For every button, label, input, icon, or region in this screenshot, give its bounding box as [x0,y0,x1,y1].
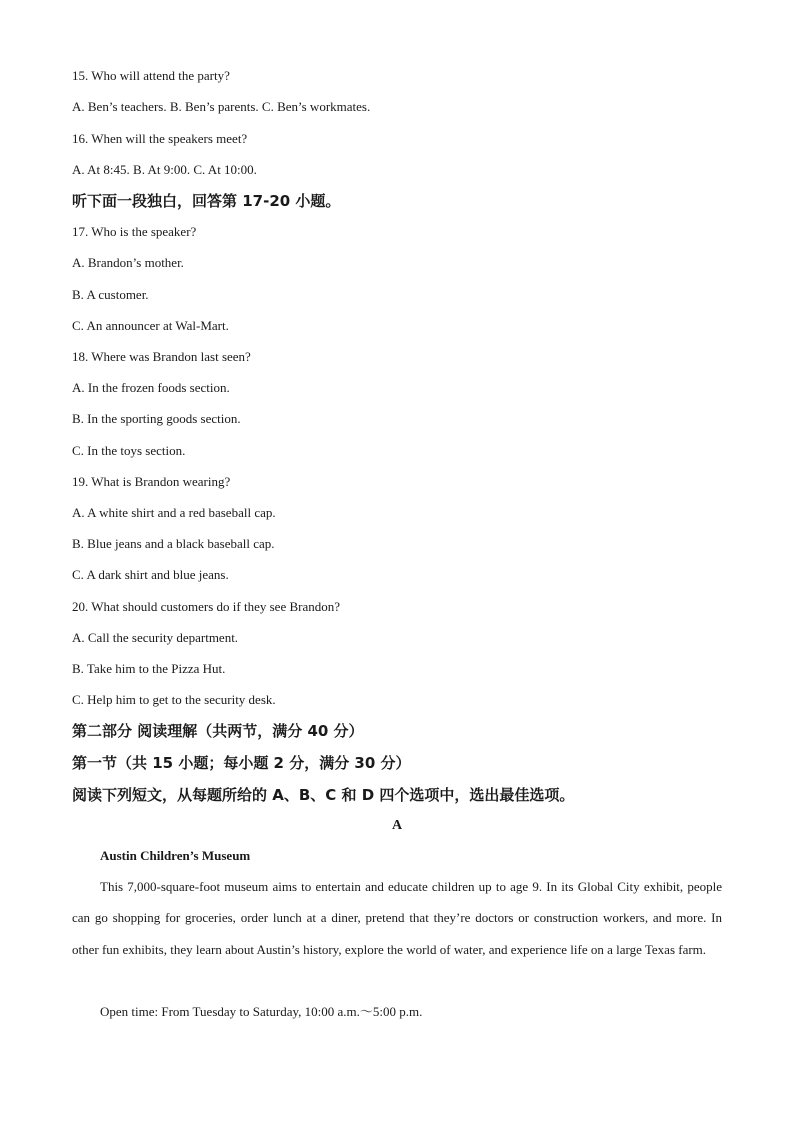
open-time: Open time: From Tuesday to Saturday, 10:00 a.m.～5:00 p.m. [100,1004,423,1019]
question-20-option-c: C. Help him to get to the security desk. [72,692,276,707]
question-15-stem: 15. Who will attend the party? [72,68,230,83]
passage-label: A [391,818,403,833]
question-15-options: A. Ben’s teachers. B. Ben’s parents. C. Ben’s workmates. [72,99,371,114]
question-17-option-a: A. Brandon’s mother. [72,255,184,270]
question-19-option-a: A. A white shirt and a red baseball cap. [72,505,276,520]
question-17-option-b: B. A customer. [72,287,149,302]
part-2-title: 第二部分 阅读理解（共两节，满分 40 分） [72,722,364,740]
question-19-option-b: B. Blue jeans and a black baseball cap. [72,536,275,551]
question-19-option-c: C. A dark shirt and blue jeans. [72,567,229,582]
question-18-option-c: C. In the toys section. [72,443,186,458]
section-instruction: 听下面一段独白，回答第 17-20 小题。 [72,192,341,210]
question-20-stem: 20. What should customers do if they see Brandon? [72,599,341,614]
passage-title: Austin Children’s Museum [100,848,251,863]
question-18-option-a: A. In the frozen foods section. [72,380,230,395]
question-17-stem: 17. Who is the speaker? [72,224,197,239]
passage-body: This 7,000-square-foot museum aims to entertain and educate children up to age 9. In its Global City exhibit, people can go shopping for groceries, order lunch at a diner, pretend that they’re doctors or construction workers, and more. In other fun exhibits, they learn about Austin’s history, explore the world of water, and experience life on a large Texas farm. [72,879,722,957]
question-16-stem: 16. When will the speakers meet? [72,131,248,146]
question-16-options: A. At 8:45. B. At 9:00. C. At 10:00. [72,162,257,177]
question-18-option-b: B. In the sporting goods section. [72,411,241,426]
section-1-title: 第一节（共 15 小题；每小题 2 分，满分 30 分） [72,754,411,772]
question-20-option-a: A. Call the security department. [72,630,239,645]
question-17-option-c: C. An announcer at Wal-Mart. [72,318,229,333]
question-19-stem: 19. What is Brandon wearing? [72,474,231,489]
reading-instruction: 阅读下列短文，从每题所给的 A、B、C 和 D 四个选项中，选出最佳选项。 [72,786,575,804]
question-20-option-b: B. Take him to the Pizza Hut. [72,661,226,676]
question-18-stem: 18. Where was Brandon last seen? [72,349,251,364]
